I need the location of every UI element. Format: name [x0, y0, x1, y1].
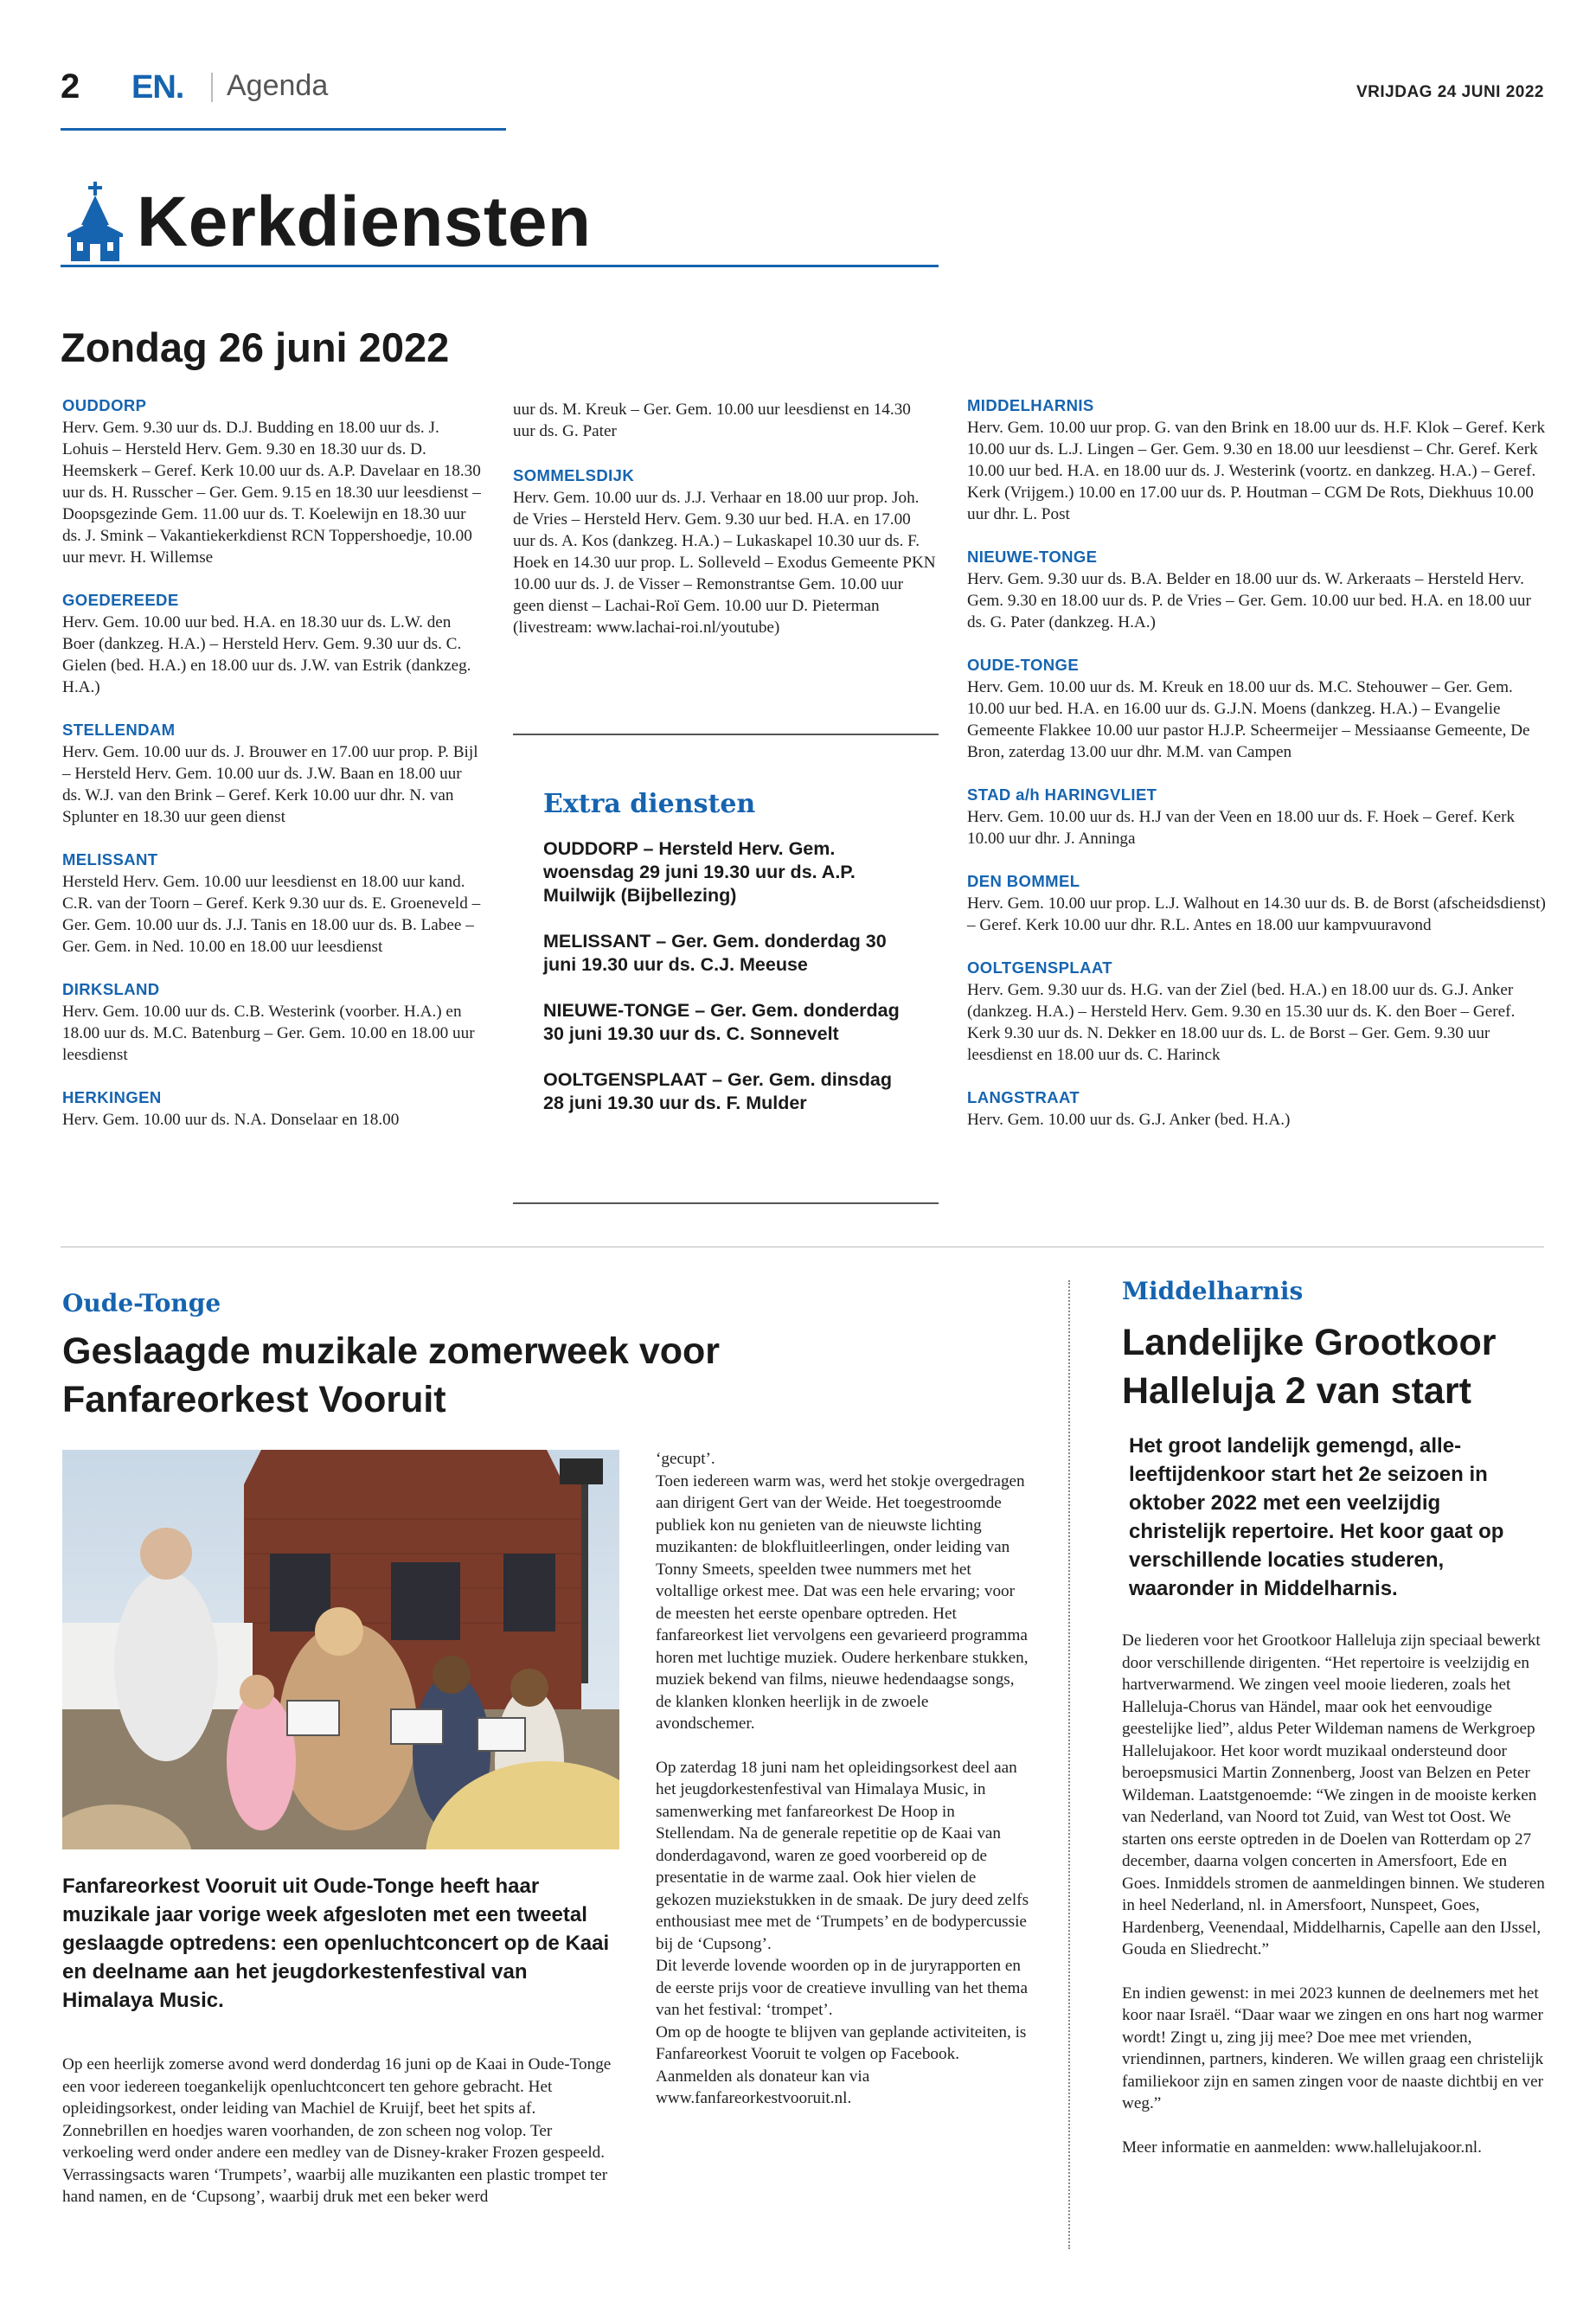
- article1-lead: Fanfareorkest Vooruit uit Oude-Tonge heeft haar muzikale jaar vorige week afgesloten met een tweetal geslaagde optredens: een openluchtconcert op de Kaai en deelname aan het jeugdorkestenfestival van Himalaya Music.: [62, 1875, 610, 2012]
- place-name: STAD a/h HARINGVLIET: [967, 785, 1157, 804]
- sunday-heading: Zondag 26 juni 2022: [61, 324, 450, 370]
- title-rule: [61, 265, 939, 267]
- body-paragraph: Dit leverde lovende woorden op in de juryrapporten en de eerste prijs voor de creatieve invulling van het thema van het festival: ‘trompet’.: [656, 1957, 1028, 2019]
- article2-headline: Landelijke Grootkoor Halleluja 2 van start: [1122, 1322, 1497, 1412]
- place-name: OOLTGENSPLAAT: [967, 958, 1112, 977]
- article1-body-left: [62, 2054, 616, 2208]
- issue-date: VRIJDAG 24 JUNI 2022: [1356, 83, 1544, 101]
- article2-kicker: Middelharnis: [1122, 1277, 1304, 1305]
- service-text: Herv. Gem. 10.00 uur ds. J.J. Verhaar en 18.00 uur prop. Joh. de Vries – Hersteld Herv. Gem. 9.30 uur bed. H.A. en 17.00 uur ds. A. Kos (dankzeg. H.A.) – Lukaskapel 10.30 uur ds. F. Hoek en 14.30 uur prop. L. Solleveld – Exodus Gemeente PKN 10.00 uur ds. J. de Visser – Remonstrantse Gem. 10.00 uur geen dienst – Lachai-Roï Gem. 10.00 uur D. Pieterman (livestream: www.lachai-roi.nl/youtube): [513, 489, 936, 637]
- body-paragraph: Om op de hoogte te blijven van geplande activiteiten, is Fanfareorkest Vooruit te volgen op Facebook. Aanmelden als donateur kan via www.fanfareorkestvooruit.nl.: [656, 2022, 1027, 2107]
- extra-service-item: OUDDORP – Hersteld Herv. Gem. woensdag 29 juni 19.30 uur ds. A.P. Muilwijk (Bijbellezing): [543, 838, 856, 906]
- extra-box-top-rule: [513, 734, 939, 735]
- extra-service-item: NIEUWE-TONGE – Ger. Gem. donderdag 30 juni 19.30 uur ds. C. Sonnevelt: [543, 1000, 900, 1044]
- body-paragraph: ‘gecupt’.: [656, 1450, 715, 1468]
- place-name: GOEDEREEDE: [62, 591, 179, 609]
- service-text: Hersteld Herv. Gem. 10.00 uur leesdienst en 18.00 uur kand. C.R. van der Toorn – Geref. Kerk 9.30 uur ds. E. Groeneveld – Ger. Gem. 10.00 uur ds. J.J. Tanis en 18.00 uur ds. B. Labee – Ger. Gem. in Ned. 10.00 en 18.00 uur leesdienst: [62, 873, 481, 956]
- page-number: 2: [61, 67, 80, 106]
- service-text: Herv. Gem. 10.00 uur ds. N.A. Donselaar en 18.00: [62, 1111, 400, 1129]
- service-text: Herv. Gem. 9.30 uur ds. H.G. van der Ziel (bed. H.A.) en 18.00 uur ds. G.J. Anker (dankzeg. H.A.) – Hersteld Herv. Gem. 9.30 en 15.30 uur ds. K. den Boer – Geref. Kerk 9.30 uur ds. N. Dekker en 18.00 uur ds. L. de Borst – Ger. Gem. 9.30 uur leesdienst en 18.00 uur ds. C. Harinck: [967, 981, 1516, 1064]
- body-paragraph: De liederen voor het Grootkoor Halleluja zijn speciaal bewerkt door verschillende dirigenten. “Het repertoire is veelzijdig en hartverwarmend. We zingen veel mooie liederen, zoals het Halleluja-Chorus van Händel, maar ook het eenvoudige geestelijke lied”, aldus Peter Wildeman namens de Werkgroep Hallelujakoor. Het koor wordt muzikaal ondersteund door beroepsmusici Martin Zonnenberg, Joost van Belzen en Peter Wildeman. Laatstgenoemde: “We zingen in de mooiste kerken van Nederland, van Noord tot Zuid, van West tot Oost. We starten ons eerste optreden in de Doelen van Rotterdam op 27 december, daarna volgen concerten in Amersfoort, Ede en Goes. Inmiddels stromen de aanmeldingen binnen. We studeren in heel Nederland, nl. in Amersfoort, Nunspeet, Goes, Hardenberg, Veenendaal, Middelharnis, Capelle aan den IJssel, Gouda en Sliedrecht.”: [1122, 1631, 1545, 1958]
- place-name: MIDDELHARNIS: [967, 396, 1094, 414]
- section-name: Agenda: [227, 69, 329, 102]
- extra-service-item: MELISSANT – Ger. Gem. donderdag 30 juni 19.30 uur ds. C.J. Meeuse: [543, 931, 887, 975]
- service-text: Herv. Gem. 9.30 uur ds. D.J. Budding en 18.00 uur ds. J. Lohuis – Hersteld Herv. Gem. 9.30 en 18.30 uur ds. D. Heemskerk – Geref. Kerk 10.00 uur ds. A.P. Davelaar en 18.30 uur ds. H. Russcher – Ger. Gem. 9.15 en 18.30 uur leesdienst – Doopsgezinde Gem. 11.00 uur ds. T. Koelewijn en 18.30 uur ds. J. Smink – Vakantiekerkdienst RCN Toppershoedje, 10.00 uur mevr. H. Willemse: [62, 419, 481, 567]
- service-text: Herv. Gem. 10.00 uur ds. J. Brouwer en 17.00 uur prop. P. Bijl – Hersteld Herv. Gem. 10.00 uur ds. J.W. Baan en 18.00 uur ds. W.J. van den Brink – Geref. Kerk 10.00 uur dhr. N. van Splunter en 18.30 uur geen dienst: [62, 743, 478, 826]
- place-name: MELISSANT: [62, 850, 158, 868]
- article-column-divider: [1068, 1280, 1070, 2249]
- logo-divider: [211, 73, 213, 102]
- place-name: DIRKSLAND: [62, 980, 160, 998]
- place-name: OUDE-TONGE: [967, 656, 1080, 674]
- body-paragraph: En indien gewenst: in mei 2023 kunnen de deelnemers met het koor naar Israël. “Daar waar we zingen en ons hart nog warmer wordt! Zingt u, zing jij mee? Doe mee met vrienden, vriendinnen, partners, kinderen. We willen graag een christelijk familiekoor zijn en samen zingen voor de naaste dichtbij en ver weg.”: [1122, 1984, 1544, 2112]
- listings-column-3: [967, 394, 1547, 1131]
- article1-headline: Geslaagde muzikale zomerweek voor Fanfareorkest Vooruit: [62, 1330, 720, 1420]
- service-text: uur ds. M. Kreuk – Ger. Gem. 10.00 uur leesdienst en 14.30 uur ds. G. Pater: [513, 401, 911, 440]
- extra-services-title: Extra diensten: [543, 789, 756, 819]
- place-name: SOMMELSDIJK: [513, 466, 635, 484]
- place-name: DEN BOMMEL: [967, 872, 1080, 890]
- article2-lead: Het groot landelijk gemengd, alle-leeftijdenkoor start het 2e seizoen in oktober 2022 met een veelzijdig christelijk repertoire. Het koor gaat op verschillende locaties studeren, waaronder in Middelharnis.: [1129, 1434, 1504, 1600]
- article1-kicker: Oude-Tonge: [62, 1289, 221, 1317]
- article1-photo: [62, 1450, 619, 1849]
- service-text: Herv. Gem. 10.00 uur prop. G. van den Brink en 18.00 uur ds. H.F. Klok – Geref. Kerk 10.00 uur ds. L.J. Lingen – Ger. Gem. 9.30 en 18.00 uur leesdienst – Chr. Geref. Kerk 10.00 uur bed. H.A. en 18.00 uur ds. J. Westerink (voortz. en dankzeg. H.A.) – Geref. Kerk (Vrijgem.) 10.00 en 17.00 uur ds. P. Houtman – CGM De Rots, Diekhuus 10.00 uur dhr. L. Post: [967, 419, 1546, 523]
- place-name: STELLENDAM: [62, 721, 176, 739]
- extra-box-bottom-rule: [513, 1202, 939, 1204]
- place-name: OUDDORP: [62, 396, 147, 414]
- article1-body-right: [656, 1448, 1029, 2110]
- church-icon: [64, 182, 126, 269]
- article2-body: [1122, 1630, 1546, 2158]
- listings-column-1: [62, 394, 484, 1131]
- extra-services-list: [543, 837, 915, 1138]
- extra-service-item: OOLTGENSPLAAT – Ger. Gem. dinsdag 28 juni 19.30 uur ds. F. Mulder: [543, 1069, 892, 1113]
- service-text: Herv. Gem. 10.00 uur prop. L.J. Walhout en 14.30 uur ds. B. de Borst (afscheidsdienst) – Geref. Kerk 10.00 uur dhr. R.L. Antes en 18.00 uur kampvuuravond: [967, 894, 1546, 934]
- service-text: Herv. Gem. 10.00 uur ds. G.J. Anker (bed. H.A.): [967, 1111, 1291, 1129]
- body-paragraph: Toen iedereen warm was, werd het stokje overgedragen aan dirigent Gert van der Weide. Het toegestroomde publiek kon nu genieten van de nieuwste lichting muzikanten: de blokfluitleerlingen, onder leiding van Tonny Smeets, speelden twee nummers met het voltallige orkest mee. Dat was een hele ervaring; voor de meesten het eerste openbare optreden. Het fanfareorkest liet vervolgens een gevarieerd programma horen met luchtige muziek. Oudere herkenbare stukken, muziek bekend van films, nieuwe hedendaagse songs, de klanken klonken heerlijk in de zwoele avondschemer.: [656, 1471, 1029, 1733]
- header-rule: [61, 128, 506, 131]
- service-text: Herv. Gem. 10.00 uur ds. C.B. Westerink (voorber. H.A.) en 18.00 uur ds. M.C. Batenburg – Ger. Gem. 10.00 en 18.00 uur leesdienst: [62, 1003, 475, 1064]
- newspaper-logo[interactable]: EN.: [131, 69, 184, 106]
- place-name: HERKINGEN: [62, 1088, 162, 1106]
- service-text: Herv. Gem. 10.00 uur ds. M. Kreuk en 18.00 uur ds. M.C. Stehouwer – Ger. Gem. 10.00 uur bed. H.A. en 16.00 uur ds. G.J.N. Moens (dankzeg. H.A.) – Evangelie Gemeente Flakkee 10.00 uur pastor H.J.P. Scheermeijer – Messiaanse Gemeente, De Bron, zaterdag 13.00 uur dhr. M.M. van Campen: [967, 678, 1530, 761]
- listings-column-2: [513, 399, 937, 638]
- service-text: Herv. Gem. 10.00 uur ds. H.J van der Veen en 18.00 uur ds. F. Hoek – Geref. Kerk 10.00 uur dhr. J. Anninga: [967, 808, 1516, 848]
- place-name: LANGSTRAAT: [967, 1088, 1080, 1106]
- body-paragraph: Op een heerlijk zomerse avond werd donderdag 16 juni op de Kaai in Oude-Tonge een voor iedereen toegankelijk openluchtconcert ten gehore gebracht. Het opleidingsorkest, onder leiding van Machiel de Kruijf, beet het spits af. Zonnebrillen en hoedjes waren voorhanden, de zon scheen nog volop. Ter verkoeling werd onder andere een medley van de Disney-kraker Frozen gespeeld. Verrassingsacts waren ‘Trumpets’, waarbij alle muzikanten een plastic trompet ter hand namen, en de ‘Cupsong’, waarbij druk met een beker werd: [62, 2055, 612, 2206]
- service-text: Herv. Gem. 9.30 uur ds. B.A. Belder en 18.00 uur ds. W. Arkeraats – Hersteld Herv. Gem. 9.30 en 18.00 uur ds. P. de Vries – Ger. Gem. 10.00 uur bed. H.A. en 18.00 uur ds. G. Pater (dankzeg. H.A.): [967, 570, 1531, 631]
- body-paragraph: Meer informatie en aanmelden: www.hallelujakoor.nl.: [1122, 2138, 1482, 2157]
- place-name: NIEUWE-TONGE: [967, 548, 1098, 566]
- service-text: Herv. Gem. 10.00 uur bed. H.A. en 18.30 uur ds. L.W. den Boer (dankzeg. H.A.) – Hersteld Herv. Gem. 9.30 uur ds. C. Gielen (bed. H.A.) en 18.00 uur ds. J.W. van Estrik (dankzeg. H.A.): [62, 613, 471, 696]
- page-title: Kerkdiensten: [137, 183, 592, 261]
- body-paragraph: Op zaterdag 18 juni nam het opleidingsorkest deel aan het jeugdorkestenfestival van Himalaya Music, in samenwerking met fanfareorkest De Hoop in Stellendam. Na de generale repetitie op de Kaai van donderdagavond, waren ze goed voorbereid op de presentatie in de warme zaal. Ook hier vielen de gekozen muziekstukken in de smaak. De jury deed zelfs enthousiast mee met de ‘Trumpets’ en de bodypercussie bij de ‘Cupsong’.: [656, 1758, 1029, 1953]
